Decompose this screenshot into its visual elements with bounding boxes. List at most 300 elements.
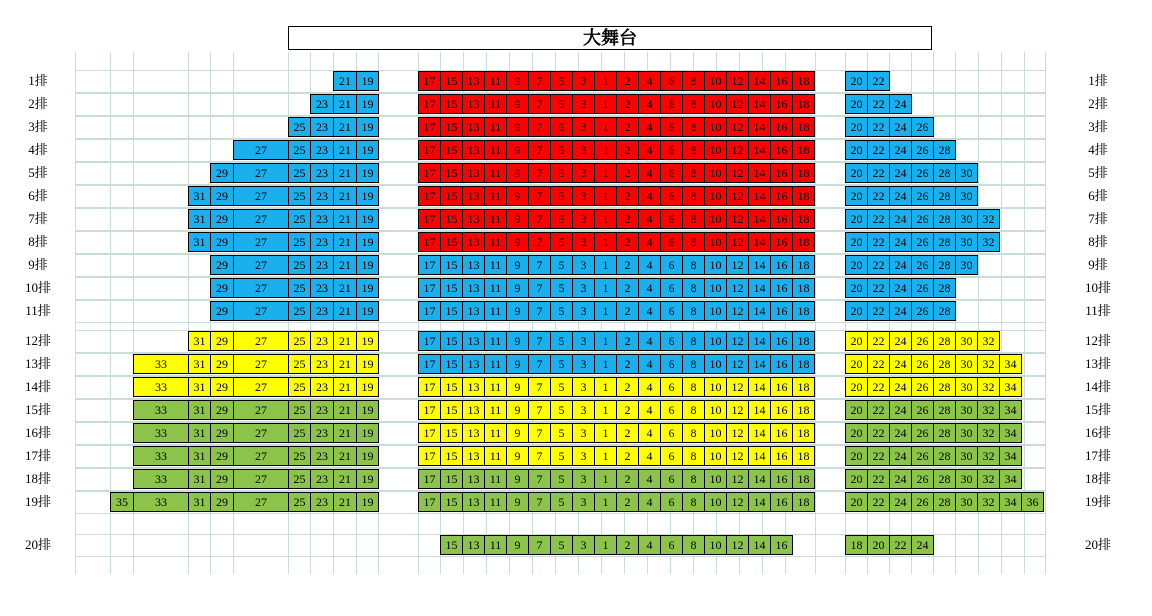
seat-4-19[interactable]: 19: [356, 140, 379, 160]
seat-17-21[interactable]: 21: [333, 446, 357, 466]
seat-7-6[interactable]: 6: [660, 209, 683, 229]
seat-14-21[interactable]: 21: [333, 377, 357, 397]
seat-9-3[interactable]: 3: [572, 255, 595, 275]
seat-9-4[interactable]: 4: [638, 255, 661, 275]
seat-8-22[interactable]: 22: [867, 232, 890, 252]
seat-16-8[interactable]: 8: [682, 423, 705, 443]
seat-14-33[interactable]: 33: [133, 377, 189, 397]
seat-3-7[interactable]: 7: [528, 117, 551, 137]
seat-2-1[interactable]: 1: [594, 94, 617, 114]
seat-19-15[interactable]: 15: [440, 492, 463, 512]
seat-6-10[interactable]: 10: [704, 186, 727, 206]
seat-11-20[interactable]: 20: [845, 301, 868, 321]
seat-3-8[interactable]: 8: [682, 117, 705, 137]
seat-3-14[interactable]: 14: [748, 117, 771, 137]
seat-15-1[interactable]: 1: [594, 400, 617, 420]
seat-20-1[interactable]: 1: [594, 535, 617, 555]
seat-10-9[interactable]: 9: [506, 278, 529, 298]
seat-15-27[interactable]: 27: [233, 400, 289, 420]
seat-5-27[interactable]: 27: [233, 163, 289, 183]
seat-15-20[interactable]: 20: [845, 400, 868, 420]
seat-3-13[interactable]: 13: [462, 117, 485, 137]
seat-8-16[interactable]: 16: [770, 232, 793, 252]
seat-16-20[interactable]: 20: [845, 423, 868, 443]
seat-9-19[interactable]: 19: [356, 255, 379, 275]
seat-18-31[interactable]: 31: [188, 469, 211, 489]
seat-5-11[interactable]: 11: [484, 163, 507, 183]
seat-8-13[interactable]: 13: [462, 232, 485, 252]
seat-4-28[interactable]: 28: [933, 140, 956, 160]
seat-11-6[interactable]: 6: [660, 301, 683, 321]
seat-11-2[interactable]: 2: [616, 301, 639, 321]
seat-7-30[interactable]: 30: [955, 209, 978, 229]
seat-14-8[interactable]: 8: [682, 377, 705, 397]
seat-1-15[interactable]: 15: [440, 71, 463, 91]
seat-6-15[interactable]: 15: [440, 186, 463, 206]
seat-7-19[interactable]: 19: [356, 209, 379, 229]
seat-1-7[interactable]: 7: [528, 71, 551, 91]
seat-15-7[interactable]: 7: [528, 400, 551, 420]
seat-20-11[interactable]: 11: [484, 535, 507, 555]
seat-4-14[interactable]: 14: [748, 140, 771, 160]
seat-3-11[interactable]: 11: [484, 117, 507, 137]
seat-13-2[interactable]: 2: [616, 354, 639, 374]
seat-18-33[interactable]: 33: [133, 469, 189, 489]
seat-17-14[interactable]: 14: [748, 446, 771, 466]
seat-18-11[interactable]: 11: [484, 469, 507, 489]
seat-9-21[interactable]: 21: [333, 255, 357, 275]
seat-18-19[interactable]: 19: [356, 469, 379, 489]
seat-7-31[interactable]: 31: [188, 209, 211, 229]
seat-15-15[interactable]: 15: [440, 400, 463, 420]
seat-18-17[interactable]: 17: [418, 469, 441, 489]
seat-7-11[interactable]: 11: [484, 209, 507, 229]
seat-11-12[interactable]: 12: [726, 301, 749, 321]
seat-17-32[interactable]: 32: [977, 446, 1000, 466]
seat-4-24[interactable]: 24: [889, 140, 912, 160]
seat-1-10[interactable]: 10: [704, 71, 727, 91]
seat-7-21[interactable]: 21: [333, 209, 357, 229]
seat-8-24[interactable]: 24: [889, 232, 912, 252]
seat-8-7[interactable]: 7: [528, 232, 551, 252]
seat-5-9[interactable]: 9: [506, 163, 529, 183]
seat-5-30[interactable]: 30: [955, 163, 978, 183]
seat-17-22[interactable]: 22: [867, 446, 890, 466]
seat-11-19[interactable]: 19: [356, 301, 379, 321]
seat-13-33[interactable]: 33: [133, 354, 189, 374]
seat-13-23[interactable]: 23: [310, 354, 334, 374]
seat-1-18[interactable]: 18: [792, 71, 815, 91]
seat-12-7[interactable]: 7: [528, 331, 551, 351]
seat-6-4[interactable]: 4: [638, 186, 661, 206]
seat-10-11[interactable]: 11: [484, 278, 507, 298]
seat-4-22[interactable]: 22: [867, 140, 890, 160]
seat-16-22[interactable]: 22: [867, 423, 890, 443]
seat-8-10[interactable]: 10: [704, 232, 727, 252]
seat-3-22[interactable]: 22: [867, 117, 890, 137]
seat-4-11[interactable]: 11: [484, 140, 507, 160]
seat-16-26[interactable]: 26: [911, 423, 934, 443]
seat-5-29[interactable]: 29: [210, 163, 234, 183]
seat-18-7[interactable]: 7: [528, 469, 551, 489]
seat-6-30[interactable]: 30: [955, 186, 978, 206]
seat-13-19[interactable]: 19: [356, 354, 379, 374]
seat-14-19[interactable]: 19: [356, 377, 379, 397]
seat-6-24[interactable]: 24: [889, 186, 912, 206]
seat-16-21[interactable]: 21: [333, 423, 357, 443]
seat-6-19[interactable]: 19: [356, 186, 379, 206]
seat-17-17[interactable]: 17: [418, 446, 441, 466]
seat-4-5[interactable]: 5: [550, 140, 573, 160]
seat-7-5[interactable]: 5: [550, 209, 573, 229]
seat-1-14[interactable]: 14: [748, 71, 771, 91]
seat-12-27[interactable]: 27: [233, 331, 289, 351]
seat-3-15[interactable]: 15: [440, 117, 463, 137]
seat-16-2[interactable]: 2: [616, 423, 639, 443]
seat-19-34[interactable]: 34: [999, 492, 1022, 512]
seat-13-26[interactable]: 26: [911, 354, 934, 374]
seat-18-24[interactable]: 24: [889, 469, 912, 489]
seat-15-26[interactable]: 26: [911, 400, 934, 420]
seat-19-7[interactable]: 7: [528, 492, 551, 512]
seat-13-34[interactable]: 34: [999, 354, 1022, 374]
seat-17-12[interactable]: 12: [726, 446, 749, 466]
seat-17-2[interactable]: 2: [616, 446, 639, 466]
seat-15-34[interactable]: 34: [999, 400, 1022, 420]
seat-9-27[interactable]: 27: [233, 255, 289, 275]
seat-6-8[interactable]: 8: [682, 186, 705, 206]
seat-2-14[interactable]: 14: [748, 94, 771, 114]
seat-14-26[interactable]: 26: [911, 377, 934, 397]
seat-1-1[interactable]: 1: [594, 71, 617, 91]
seat-19-24[interactable]: 24: [889, 492, 912, 512]
seat-10-17[interactable]: 17: [418, 278, 441, 298]
seat-10-23[interactable]: 23: [310, 278, 334, 298]
seat-6-26[interactable]: 26: [911, 186, 934, 206]
seat-3-24[interactable]: 24: [889, 117, 912, 137]
seat-1-9[interactable]: 9: [506, 71, 529, 91]
seat-20-5[interactable]: 5: [550, 535, 573, 555]
seat-18-5[interactable]: 5: [550, 469, 573, 489]
seat-16-30[interactable]: 30: [955, 423, 978, 443]
seat-10-27[interactable]: 27: [233, 278, 289, 298]
seat-9-7[interactable]: 7: [528, 255, 551, 275]
seat-15-4[interactable]: 4: [638, 400, 661, 420]
seat-12-28[interactable]: 28: [933, 331, 956, 351]
seat-14-11[interactable]: 11: [484, 377, 507, 397]
seat-3-9[interactable]: 9: [506, 117, 529, 137]
seat-10-3[interactable]: 3: [572, 278, 595, 298]
seat-8-3[interactable]: 3: [572, 232, 595, 252]
seat-15-32[interactable]: 32: [977, 400, 1000, 420]
seat-17-1[interactable]: 1: [594, 446, 617, 466]
seat-14-7[interactable]: 7: [528, 377, 551, 397]
seat-16-28[interactable]: 28: [933, 423, 956, 443]
seat-15-11[interactable]: 11: [484, 400, 507, 420]
seat-3-17[interactable]: 17: [418, 117, 441, 137]
seat-17-23[interactable]: 23: [310, 446, 334, 466]
seat-13-18[interactable]: 18: [792, 354, 815, 374]
seat-18-29[interactable]: 29: [210, 469, 234, 489]
seat-15-2[interactable]: 2: [616, 400, 639, 420]
seat-1-22[interactable]: 22: [867, 71, 890, 91]
seat-5-25[interactable]: 25: [288, 163, 311, 183]
seat-19-13[interactable]: 13: [462, 492, 485, 512]
seat-1-8[interactable]: 8: [682, 71, 705, 91]
seat-7-13[interactable]: 13: [462, 209, 485, 229]
seat-16-5[interactable]: 5: [550, 423, 573, 443]
seat-10-18[interactable]: 18: [792, 278, 815, 298]
seat-17-5[interactable]: 5: [550, 446, 573, 466]
seat-9-17[interactable]: 17: [418, 255, 441, 275]
seat-15-25[interactable]: 25: [288, 400, 311, 420]
seat-13-32[interactable]: 32: [977, 354, 1000, 374]
seat-18-18[interactable]: 18: [792, 469, 815, 489]
seat-4-2[interactable]: 2: [616, 140, 639, 160]
seat-15-22[interactable]: 22: [867, 400, 890, 420]
seat-12-13[interactable]: 13: [462, 331, 485, 351]
seat-7-27[interactable]: 27: [233, 209, 289, 229]
seat-19-22[interactable]: 22: [867, 492, 890, 512]
seat-14-1[interactable]: 1: [594, 377, 617, 397]
seat-5-2[interactable]: 2: [616, 163, 639, 183]
seat-2-3[interactable]: 3: [572, 94, 595, 114]
seat-16-4[interactable]: 4: [638, 423, 661, 443]
seat-14-22[interactable]: 22: [867, 377, 890, 397]
seat-1-6[interactable]: 6: [660, 71, 683, 91]
seat-9-10[interactable]: 10: [704, 255, 727, 275]
seat-2-13[interactable]: 13: [462, 94, 485, 114]
seat-19-3[interactable]: 3: [572, 492, 595, 512]
seat-12-12[interactable]: 12: [726, 331, 749, 351]
seat-7-14[interactable]: 14: [748, 209, 771, 229]
seat-17-10[interactable]: 10: [704, 446, 727, 466]
seat-17-13[interactable]: 13: [462, 446, 485, 466]
seat-6-23[interactable]: 23: [310, 186, 334, 206]
seat-6-3[interactable]: 3: [572, 186, 595, 206]
seat-14-18[interactable]: 18: [792, 377, 815, 397]
seat-8-5[interactable]: 5: [550, 232, 573, 252]
seat-10-25[interactable]: 25: [288, 278, 311, 298]
seat-14-34[interactable]: 34: [999, 377, 1022, 397]
seat-3-26[interactable]: 26: [911, 117, 934, 137]
seat-15-16[interactable]: 16: [770, 400, 793, 420]
seat-19-21[interactable]: 21: [333, 492, 357, 512]
seat-8-1[interactable]: 1: [594, 232, 617, 252]
seat-17-7[interactable]: 7: [528, 446, 551, 466]
seat-3-25[interactable]: 25: [288, 117, 311, 137]
seat-6-9[interactable]: 9: [506, 186, 529, 206]
seat-3-23[interactable]: 23: [310, 117, 334, 137]
seat-3-18[interactable]: 18: [792, 117, 815, 137]
seat-11-23[interactable]: 23: [310, 301, 334, 321]
seat-4-20[interactable]: 20: [845, 140, 868, 160]
seat-7-26[interactable]: 26: [911, 209, 934, 229]
seat-18-4[interactable]: 4: [638, 469, 661, 489]
seat-18-13[interactable]: 13: [462, 469, 485, 489]
seat-10-22[interactable]: 22: [867, 278, 890, 298]
seat-16-24[interactable]: 24: [889, 423, 912, 443]
seat-12-3[interactable]: 3: [572, 331, 595, 351]
seat-14-6[interactable]: 6: [660, 377, 683, 397]
seat-20-14[interactable]: 14: [748, 535, 771, 555]
seat-5-4[interactable]: 4: [638, 163, 661, 183]
seat-9-8[interactable]: 8: [682, 255, 705, 275]
seat-17-16[interactable]: 16: [770, 446, 793, 466]
seat-15-19[interactable]: 19: [356, 400, 379, 420]
seat-7-24[interactable]: 24: [889, 209, 912, 229]
seat-7-18[interactable]: 18: [792, 209, 815, 229]
seat-13-30[interactable]: 30: [955, 354, 978, 374]
seat-20-7[interactable]: 7: [528, 535, 551, 555]
seat-15-8[interactable]: 8: [682, 400, 705, 420]
seat-4-7[interactable]: 7: [528, 140, 551, 160]
seat-11-7[interactable]: 7: [528, 301, 551, 321]
seat-16-10[interactable]: 10: [704, 423, 727, 443]
seat-15-9[interactable]: 9: [506, 400, 529, 420]
seat-1-16[interactable]: 16: [770, 71, 793, 91]
seat-8-18[interactable]: 18: [792, 232, 815, 252]
seat-3-4[interactable]: 4: [638, 117, 661, 137]
seat-5-18[interactable]: 18: [792, 163, 815, 183]
seat-7-2[interactable]: 2: [616, 209, 639, 229]
seat-14-16[interactable]: 16: [770, 377, 793, 397]
seat-8-4[interactable]: 4: [638, 232, 661, 252]
seat-17-19[interactable]: 19: [356, 446, 379, 466]
seat-19-27[interactable]: 27: [233, 492, 289, 512]
seat-6-6[interactable]: 6: [660, 186, 683, 206]
seat-19-30[interactable]: 30: [955, 492, 978, 512]
seat-10-21[interactable]: 21: [333, 278, 357, 298]
seat-20-12[interactable]: 12: [726, 535, 749, 555]
seat-9-24[interactable]: 24: [889, 255, 912, 275]
seat-10-8[interactable]: 8: [682, 278, 705, 298]
seat-2-15[interactable]: 15: [440, 94, 463, 114]
seat-15-24[interactable]: 24: [889, 400, 912, 420]
seat-15-18[interactable]: 18: [792, 400, 815, 420]
seat-5-17[interactable]: 17: [418, 163, 441, 183]
seat-15-6[interactable]: 6: [660, 400, 683, 420]
seat-3-12[interactable]: 12: [726, 117, 749, 137]
seat-7-1[interactable]: 1: [594, 209, 617, 229]
seat-18-28[interactable]: 28: [933, 469, 956, 489]
seat-11-8[interactable]: 8: [682, 301, 705, 321]
seat-13-8[interactable]: 8: [682, 354, 705, 374]
seat-18-30[interactable]: 30: [955, 469, 978, 489]
seat-5-8[interactable]: 8: [682, 163, 705, 183]
seat-14-13[interactable]: 13: [462, 377, 485, 397]
seat-1-20[interactable]: 20: [845, 71, 868, 91]
seat-3-5[interactable]: 5: [550, 117, 573, 137]
seat-3-10[interactable]: 10: [704, 117, 727, 137]
seat-2-2[interactable]: 2: [616, 94, 639, 114]
seat-5-14[interactable]: 14: [748, 163, 771, 183]
seat-6-2[interactable]: 2: [616, 186, 639, 206]
seat-20-6[interactable]: 6: [660, 535, 683, 555]
seat-6-20[interactable]: 20: [845, 186, 868, 206]
seat-13-16[interactable]: 16: [770, 354, 793, 374]
seat-18-21[interactable]: 21: [333, 469, 357, 489]
seat-10-1[interactable]: 1: [594, 278, 617, 298]
seat-6-5[interactable]: 5: [550, 186, 573, 206]
seat-5-19[interactable]: 19: [356, 163, 379, 183]
seat-18-20[interactable]: 20: [845, 469, 868, 489]
seat-2-6[interactable]: 6: [660, 94, 683, 114]
seat-16-31[interactable]: 31: [188, 423, 211, 443]
seat-12-8[interactable]: 8: [682, 331, 705, 351]
seat-7-17[interactable]: 17: [418, 209, 441, 229]
seat-20-3[interactable]: 3: [572, 535, 595, 555]
seat-12-24[interactable]: 24: [889, 331, 912, 351]
seat-1-13[interactable]: 13: [462, 71, 485, 91]
seat-17-24[interactable]: 24: [889, 446, 912, 466]
seat-18-26[interactable]: 26: [911, 469, 934, 489]
seat-12-21[interactable]: 21: [333, 331, 357, 351]
seat-15-14[interactable]: 14: [748, 400, 771, 420]
seat-14-4[interactable]: 4: [638, 377, 661, 397]
seat-7-12[interactable]: 12: [726, 209, 749, 229]
seat-11-27[interactable]: 27: [233, 301, 289, 321]
seat-8-17[interactable]: 17: [418, 232, 441, 252]
seat-20-9[interactable]: 9: [506, 535, 529, 555]
seat-13-6[interactable]: 6: [660, 354, 683, 374]
seat-14-5[interactable]: 5: [550, 377, 573, 397]
seat-12-29[interactable]: 29: [210, 331, 234, 351]
seat-5-15[interactable]: 15: [440, 163, 463, 183]
seat-6-27[interactable]: 27: [233, 186, 289, 206]
seat-10-14[interactable]: 14: [748, 278, 771, 298]
seat-7-15[interactable]: 15: [440, 209, 463, 229]
seat-11-25[interactable]: 25: [288, 301, 311, 321]
seat-6-25[interactable]: 25: [288, 186, 311, 206]
seat-16-25[interactable]: 25: [288, 423, 311, 443]
seat-12-32[interactable]: 32: [977, 331, 1000, 351]
seat-9-25[interactable]: 25: [288, 255, 311, 275]
seat-6-14[interactable]: 14: [748, 186, 771, 206]
seat-19-20[interactable]: 20: [845, 492, 868, 512]
seat-2-12[interactable]: 12: [726, 94, 749, 114]
seat-14-3[interactable]: 3: [572, 377, 595, 397]
seat-18-15[interactable]: 15: [440, 469, 463, 489]
seat-12-31[interactable]: 31: [188, 331, 211, 351]
seat-19-1[interactable]: 1: [594, 492, 617, 512]
seat-15-21[interactable]: 21: [333, 400, 357, 420]
seat-12-25[interactable]: 25: [288, 331, 311, 351]
seat-14-32[interactable]: 32: [977, 377, 1000, 397]
seat-17-20[interactable]: 20: [845, 446, 868, 466]
seat-14-15[interactable]: 15: [440, 377, 463, 397]
seat-1-4[interactable]: 4: [638, 71, 661, 91]
seat-20-22[interactable]: 22: [889, 535, 912, 555]
seat-1-21[interactable]: 21: [333, 71, 357, 91]
seat-11-9[interactable]: 9: [506, 301, 529, 321]
seat-20-20[interactable]: 20: [867, 535, 890, 555]
seat-17-15[interactable]: 15: [440, 446, 463, 466]
seat-12-10[interactable]: 10: [704, 331, 727, 351]
seat-17-31[interactable]: 31: [188, 446, 211, 466]
seat-16-34[interactable]: 34: [999, 423, 1022, 443]
seat-12-16[interactable]: 16: [770, 331, 793, 351]
seat-14-25[interactable]: 25: [288, 377, 311, 397]
seat-12-4[interactable]: 4: [638, 331, 661, 351]
seat-6-22[interactable]: 22: [867, 186, 890, 206]
seat-10-19[interactable]: 19: [356, 278, 379, 298]
seat-9-23[interactable]: 23: [310, 255, 334, 275]
seat-6-13[interactable]: 13: [462, 186, 485, 206]
seat-16-7[interactable]: 7: [528, 423, 551, 443]
seat-11-29[interactable]: 29: [210, 301, 234, 321]
seat-1-2[interactable]: 2: [616, 71, 639, 91]
